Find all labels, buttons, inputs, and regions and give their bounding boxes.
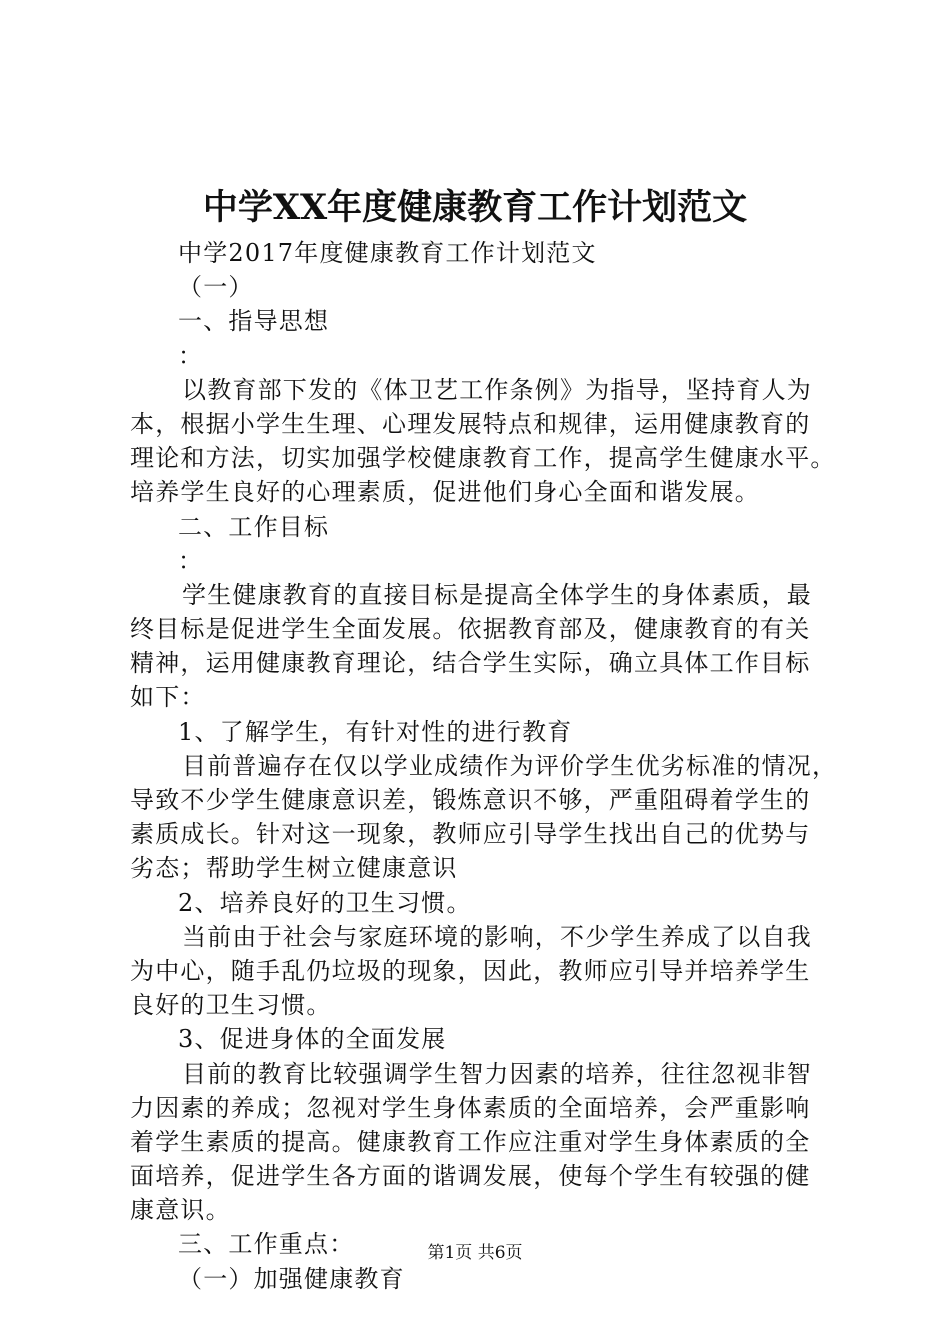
paragraph-line: 目前普遍存在仅以学业成绩作为评价学生优劣标准的情况， <box>182 751 838 780</box>
colon-line: ： <box>178 546 204 575</box>
paragraph-line: 目前的教育比较强调学生智力因素的培养，往往忽视非智 <box>182 1059 812 1088</box>
subheading-physical-development: 3、促进身体的全面发展 <box>178 1025 447 1054</box>
paragraph-line: 以教育部下发的《体卫艺工作条例》为指导，坚持育人为 <box>182 375 812 404</box>
paragraph-line: 精神，运用健康教育理论，结合学生实际，确立具体工作目标 <box>130 649 811 678</box>
heading-guiding-thought: 一、指导思想 <box>178 307 330 336</box>
subheading-understand-students: 1、了解学生，有针对性的进行教育 <box>178 717 573 746</box>
paragraph-line: 终目标是促进学生全面发展。依据教育部及，健康教育的有关 <box>130 615 811 644</box>
heading-work-focus: 三、工作重点： <box>178 1230 355 1259</box>
paragraph-line: 当前由于社会与家庭环境的影响，不少学生养成了以自我 <box>182 922 812 951</box>
paragraph-line: 劣态；帮助学生树立健康意识 <box>130 854 458 883</box>
subheading-strengthen-education: （一）加强健康教育 <box>178 1264 405 1293</box>
section-number: （一） <box>178 273 254 302</box>
heading-work-goals: 二、工作目标 <box>178 512 330 541</box>
subtitle-line: 中学2017年度健康教育工作计划范文 <box>178 239 597 267</box>
page-number-footer: 第1页 共6页 <box>427 1243 523 1263</box>
paragraph-line: 如下： <box>130 683 206 712</box>
paragraph-line: 着学生素质的提高。健康教育工作应注重对学生身体素质的全 <box>130 1127 811 1156</box>
document-body <box>130 236 838 1296</box>
paragraph-line: 学生健康教育的直接目标是提高全体学生的身体素质，最 <box>182 580 812 609</box>
paragraph-line: 力因素的养成；忽视对学生身体素质的全面培养，会严重影响 <box>130 1093 811 1122</box>
colon-line: ： <box>178 341 204 370</box>
paragraph-line: 良好的卫生习惯。 <box>130 991 332 1020</box>
paragraph-line: 理论和方法，切实加强学校健康教育工作，提高学生健康水平。 <box>130 444 836 473</box>
subheading-hygiene-habits: 2、培养良好的卫生习惯。 <box>178 888 472 917</box>
document-title: 中学XX年度健康教育工作计划范文 <box>202 187 748 228</box>
paragraph-line: 康意识。 <box>130 1196 231 1225</box>
paragraph-line: 面培养，促进学生各方面的谐调发展，使每个学生有较强的健 <box>130 1162 811 1191</box>
paragraph-line: 导致不少学生健康意识差，锻炼意识不够，严重阻碍着学生的 <box>130 786 811 814</box>
paragraph-line: 本，根据小学生生理、心理发展特点和规律，运用健康教育的 <box>130 409 811 438</box>
paragraph-line: 素质成长。针对这一现象，教师应引导学生找出自己的优势与 <box>130 820 811 849</box>
paragraph-line: 为中心，随手乱仍垃圾的现象，因此，教师应引导并培养学生 <box>130 956 811 985</box>
paragraph-line: 培养学生良好的心理素质，促进他们身心全面和谐发展。 <box>130 478 760 507</box>
